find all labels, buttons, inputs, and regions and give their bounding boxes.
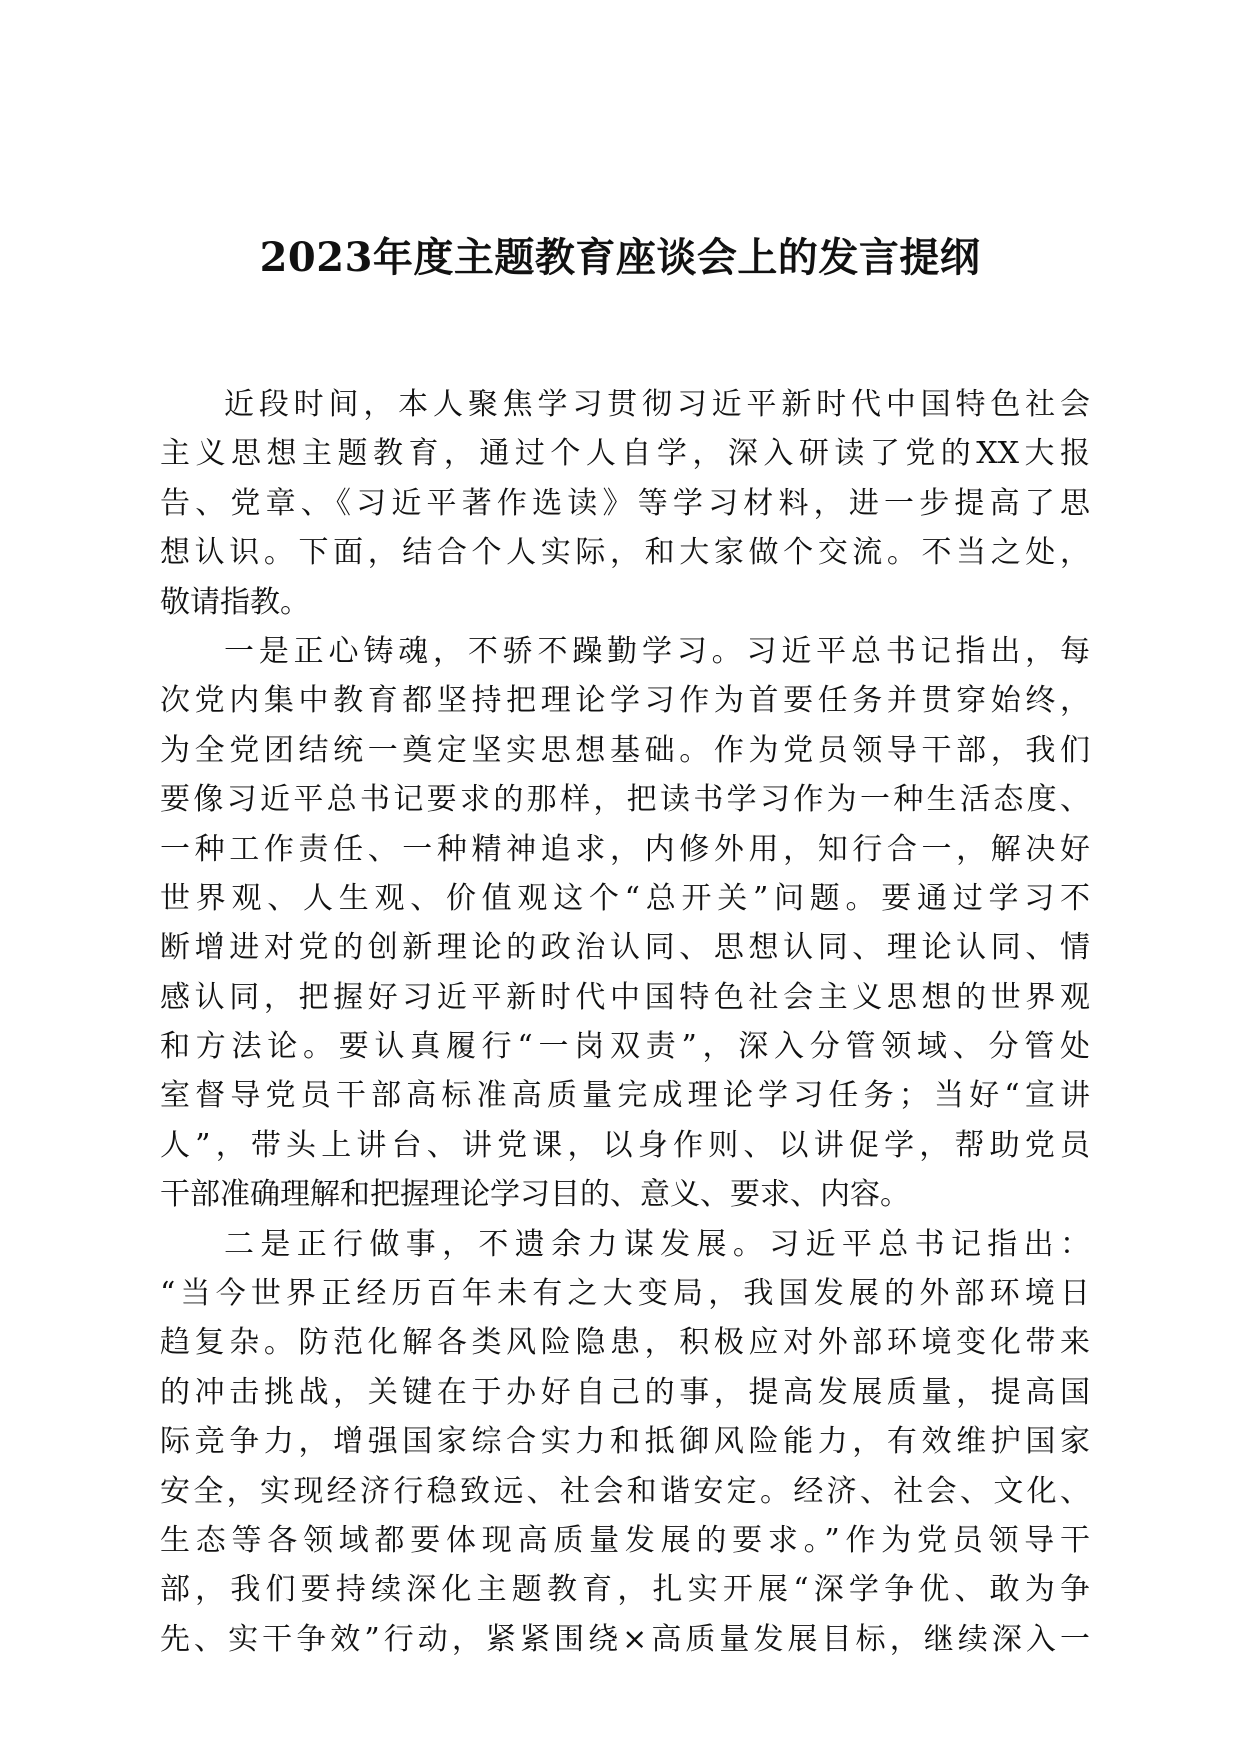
text-line: 敬请指教。 <box>160 584 310 620</box>
text-line: 次党内集中教育都坚持把理论学习作为首要任务并贯穿始终， <box>160 683 1090 719</box>
text-line: 想认识。下面，结合个人实际，和大家做个交流。不当之处， <box>160 535 1090 571</box>
text-line: 一种工作责任、一种精神追求，内修外用，知行合一，解决好 <box>160 831 1090 867</box>
paragraph-intro <box>160 380 1090 627</box>
text-line: 断增进对党的创新理论的政治认同、思想认同、理论认同、情 <box>160 930 1090 966</box>
paragraph-point-two <box>160 1220 1090 1665</box>
document-title: 2023年度主题教育座谈会上的发言提纲 <box>259 234 981 281</box>
text-line: 际竞争力，增强国家综合实力和抵御风险能力，有效维护国家 <box>160 1424 1090 1460</box>
text-line: 趋复杂。防范化解各类风险隐患，积极应对外部环境变化带来 <box>160 1325 1090 1361</box>
text-line: “当今世界正经历百年未有之大变局，我国发展的外部环境日 <box>160 1276 1090 1312</box>
text-line: 一是正心铸魂，不骄不躁勤学习。习近平总书记指出，每 <box>224 633 1090 669</box>
text-line: 安全，实现经济行稳致远、社会和谐安定。经济、社会、文化、 <box>160 1473 1090 1509</box>
text-line: 告、党章、《习近平著作选读》等学习材料，进一步提高了思 <box>160 485 1090 521</box>
text-line: 的冲击挑战，关键在于办好自己的事，提高发展质量，提高国 <box>160 1374 1090 1410</box>
text-line: 主义思想主题教育，通过个人自学，深入研读了党的XX大报 <box>160 436 1090 472</box>
text-line: 要像习近平总书记要求的那样，把读书学习作为一种生活态度、 <box>160 782 1090 818</box>
text-line: 感认同，把握好习近平新时代中国特色社会主义思想的世界观 <box>160 979 1090 1015</box>
text-line: 世界观、人生观、价值观这个“总开关”问题。要通过学习不 <box>160 880 1090 916</box>
text-line: 室督导党员干部高标准高质量完成理论学习任务；当好“宣讲 <box>160 1078 1090 1114</box>
text-line: 干部准确理解和把握理论学习目的、意义、要求、内容。 <box>160 1177 910 1213</box>
text-line: 人”，带头上讲台、讲党课，以身作则、以讲促学，帮助党员 <box>160 1127 1090 1163</box>
text-line: 部，我们要持续深化主题教育，扎实开展“深学争优、敢为争 <box>160 1572 1090 1608</box>
text-line: 近段时间，本人聚焦学习贯彻习近平新时代中国特色社会 <box>224 387 1090 422</box>
text-line: 二是正行做事，不遗余力谋发展。习近平总书记指出： <box>224 1226 1090 1262</box>
text-line: 为全党团结统一奠定坚实思想基础。作为党员领导干部，我们 <box>160 732 1090 768</box>
text-line: 先、实干争效”行动，紧紧围绕×高质量发展目标，继续深入一 <box>160 1621 1090 1657</box>
paragraph-point-one <box>160 627 1090 1220</box>
text-line: 和方法论。要认真履行“一岗双责”，深入分管领域、分管处 <box>160 1029 1090 1065</box>
text-line: 生态等各领域都要体现高质量发展的要求。”作为党员领导干 <box>160 1522 1090 1558</box>
document-body <box>160 380 1090 1664</box>
